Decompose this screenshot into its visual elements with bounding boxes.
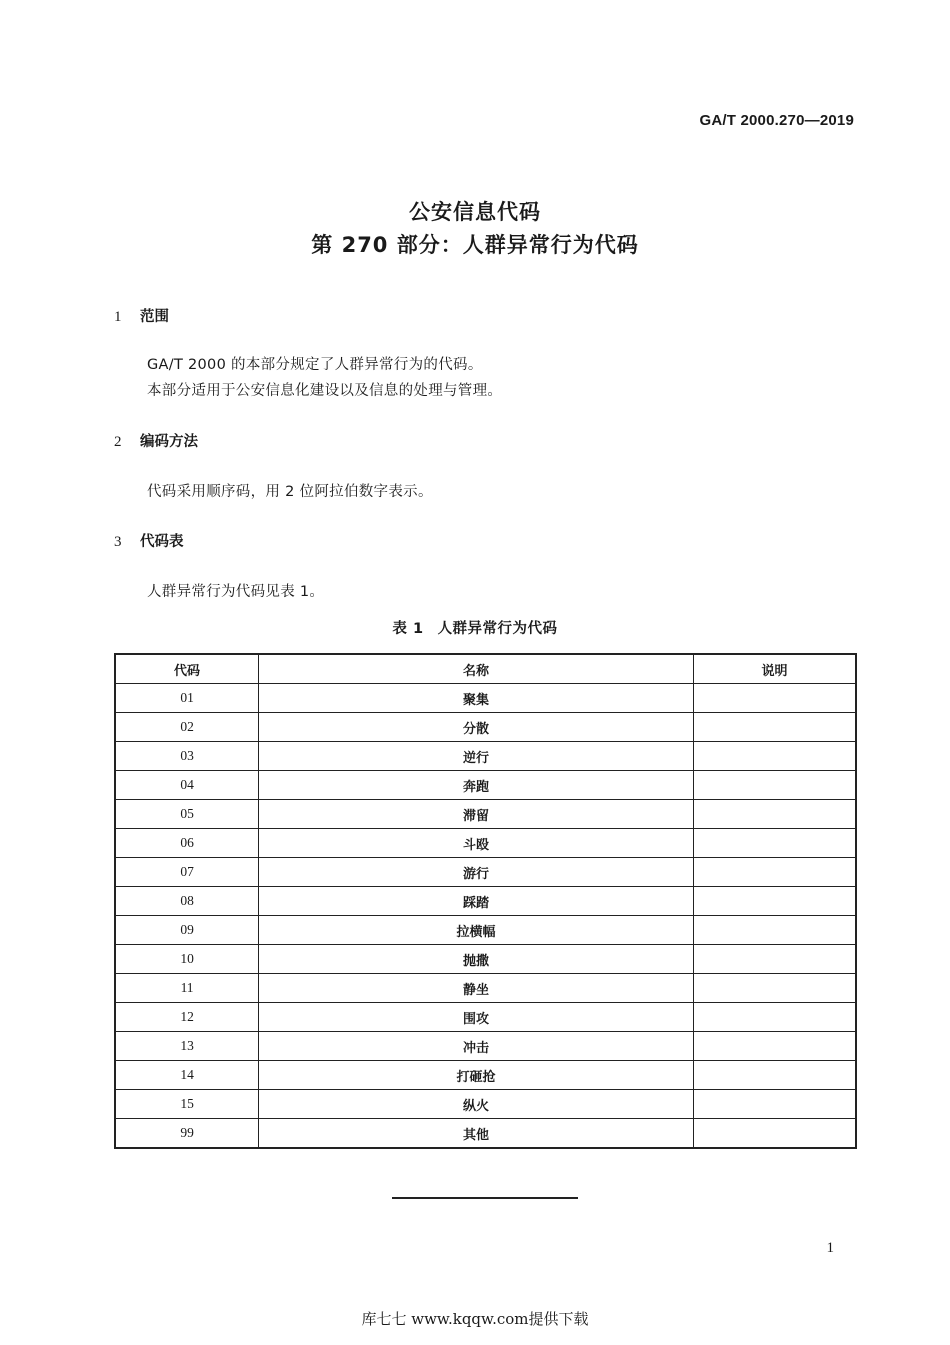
end-rule	[392, 1197, 578, 1199]
header-code: 代码	[115, 654, 259, 684]
code-cell: 10	[115, 945, 259, 974]
name-cell: 冲击	[259, 1032, 694, 1061]
code-cell: 04	[115, 771, 259, 800]
name-cell: 拉横幅	[259, 916, 694, 945]
table-row	[115, 829, 856, 858]
table-row	[115, 1032, 856, 1061]
section-number: 2	[114, 434, 122, 450]
note-cell	[693, 1090, 856, 1119]
table-row	[115, 858, 856, 887]
code-cell: 05	[115, 800, 259, 829]
table-row	[115, 887, 856, 916]
scope-paragraph-2: 本部分适用于公安信息化建设以及信息的处理与管理。	[147, 383, 503, 399]
table-header-row	[115, 654, 856, 684]
note-cell	[693, 858, 856, 887]
note-cell	[693, 771, 856, 800]
note-cell	[693, 1003, 856, 1032]
download-footer: 库七七 www.kqqw.com提供下载	[361, 1310, 589, 1328]
name-cell: 其他	[259, 1119, 694, 1149]
table-caption	[0, 617, 950, 638]
code-cell: 02	[115, 713, 259, 742]
code-cell: 13	[115, 1032, 259, 1061]
section-heading-method	[114, 430, 198, 451]
code-cell: 09	[115, 916, 259, 945]
name-cell: 分散	[259, 713, 694, 742]
name-cell: 静坐	[259, 974, 694, 1003]
table-row	[115, 1090, 856, 1119]
note-cell	[693, 945, 856, 974]
table-row	[115, 800, 856, 829]
name-cell: 踩踏	[259, 887, 694, 916]
code-cell: 08	[115, 887, 259, 916]
code-cell: 11	[115, 974, 259, 1003]
header-name: 名称	[259, 654, 694, 684]
table-row	[115, 713, 856, 742]
table-row	[115, 945, 856, 974]
table-row	[115, 1119, 856, 1149]
document-title: 公安信息代码	[409, 200, 541, 224]
code-cell: 14	[115, 1061, 259, 1090]
code-cell: 03	[115, 742, 259, 771]
document-subtitle: 第 270 部分：人群异常行为代码	[311, 233, 639, 257]
table-row	[115, 1061, 856, 1090]
name-cell: 滞留	[259, 800, 694, 829]
table-row	[115, 974, 856, 1003]
table-row	[115, 916, 856, 945]
section-heading-code-table	[114, 530, 184, 551]
header-note: 说明	[693, 654, 856, 684]
code-cell: 07	[115, 858, 259, 887]
table-row	[115, 684, 856, 713]
page-number: 1	[826, 1240, 834, 1256]
note-cell	[693, 800, 856, 829]
name-cell: 抛撒	[259, 945, 694, 974]
note-cell	[693, 713, 856, 742]
note-cell	[693, 684, 856, 713]
note-cell	[693, 829, 856, 858]
table-caption-label: 表 1	[392, 621, 424, 637]
section-title: 编码方法	[140, 434, 198, 450]
scope-paragraph-1: GA/T 2000 的本部分规定了人群异常行为的代码。	[147, 357, 483, 373]
note-cell	[693, 1061, 856, 1090]
section-number: 1	[114, 309, 122, 325]
note-cell	[693, 916, 856, 945]
name-cell: 奔跑	[259, 771, 694, 800]
name-cell: 逆行	[259, 742, 694, 771]
section-title: 范围	[140, 309, 169, 325]
note-cell	[693, 887, 856, 916]
code-cell: 01	[115, 684, 259, 713]
name-cell: 打砸抢	[259, 1061, 694, 1090]
table-row	[115, 1003, 856, 1032]
code-cell: 12	[115, 1003, 259, 1032]
name-cell: 纵火	[259, 1090, 694, 1119]
code-cell: 06	[115, 829, 259, 858]
table-reference-paragraph: 人群异常行为代码见表 1。	[147, 584, 325, 600]
table-row	[115, 742, 856, 771]
note-cell	[693, 1119, 856, 1149]
note-cell	[693, 974, 856, 1003]
name-cell: 斗殴	[259, 829, 694, 858]
table-row	[115, 771, 856, 800]
section-title: 代码表	[140, 534, 184, 550]
code-table	[114, 653, 857, 1149]
code-cell: 15	[115, 1090, 259, 1119]
method-paragraph: 代码采用顺序码，用 2 位阿拉伯数字表示。	[147, 484, 433, 500]
name-cell: 聚集	[259, 684, 694, 713]
name-cell: 围攻	[259, 1003, 694, 1032]
note-cell	[693, 1032, 856, 1061]
name-cell: 游行	[259, 858, 694, 887]
section-number: 3	[114, 534, 122, 550]
code-cell: 99	[115, 1119, 259, 1149]
note-cell	[693, 742, 856, 771]
table-caption-title: 人群异常行为代码	[437, 621, 558, 637]
section-heading-scope	[114, 305, 169, 326]
standard-number: GA/T 2000.270—2019	[699, 112, 854, 129]
